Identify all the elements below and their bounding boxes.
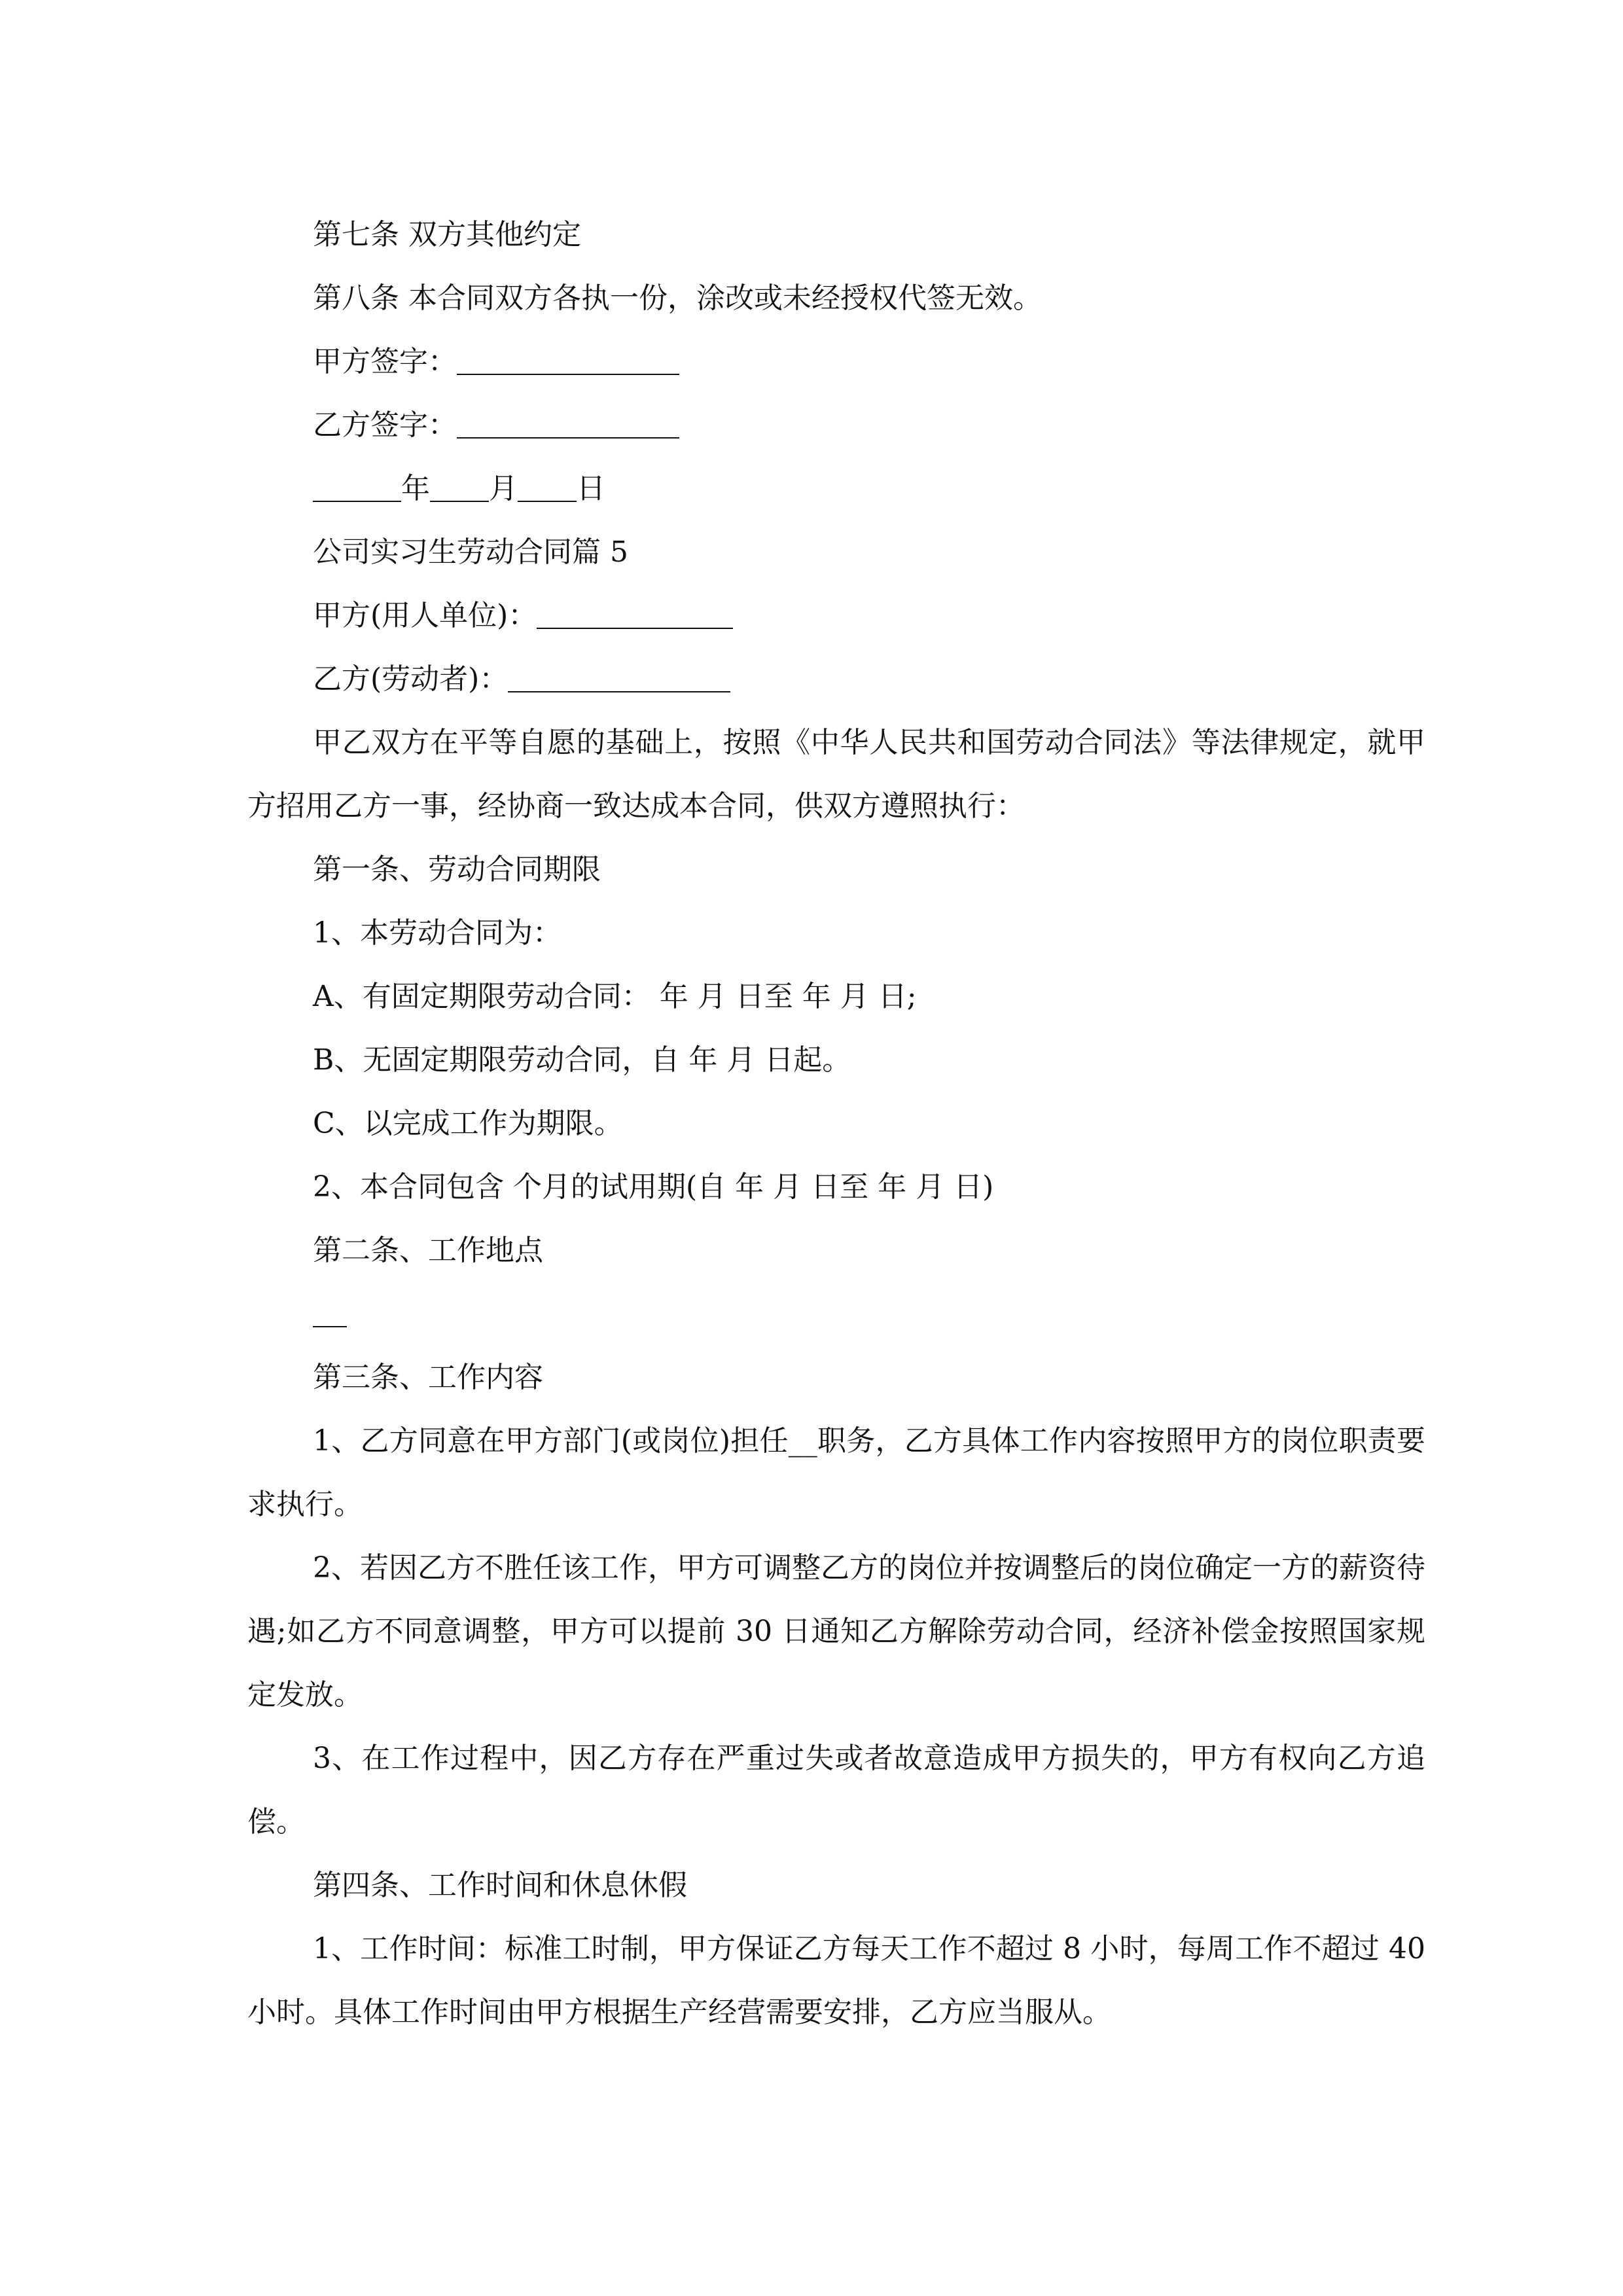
party-b-worker-blank — [508, 662, 730, 692]
date-year-blank — [313, 472, 401, 502]
article-1-option-a: A、有固定期限劳动合同： 年 月 日至 年 月 日; — [313, 980, 917, 1013]
party-a-signature-blank — [457, 345, 679, 375]
article-3-item-1: 1、乙方同意在甲方部门(或岗位)担任__职务，乙方具体工作内容按照甲方的岗位职责要求执行。 — [247, 1424, 1425, 1521]
article-3-item-2: 2、若因乙方不胜任该工作，甲方可调整乙方的岗位并按调整后的岗位确定一方的薪资待遇;如乙方不同意调整，甲方可以提前 30 日通知乙方解除劳动合同，经济补偿金按照国家规定发放。 — [247, 1551, 1425, 1712]
date-month-blank — [430, 472, 489, 502]
party-a-signature-line — [247, 330, 1425, 393]
party-b-signature-blank — [457, 408, 679, 439]
date-day-blank — [518, 472, 577, 502]
work-location-blank — [313, 1297, 347, 1327]
date-month-label: 月 — [489, 472, 518, 505]
party-a-employer-label: 甲方(用人单位)： — [313, 599, 537, 632]
contract-5-title: 公司实习生劳动合同篇 5 — [313, 535, 628, 569]
party-a-signature-label: 甲方签字： — [313, 345, 457, 378]
article-3-heading: 第三条、工作内容 — [313, 1361, 543, 1394]
date-year-label: 年 — [401, 472, 430, 505]
party-a-employer-blank — [537, 599, 733, 629]
date-day-label: 日 — [577, 472, 605, 505]
article-4-heading: 第四条、工作时间和休息休假 — [313, 1869, 687, 1902]
article-7-heading: 第七条 双方其他约定 — [313, 218, 581, 251]
party-b-signature-line — [247, 393, 1425, 457]
document-body — [247, 203, 1425, 2044]
article-8-text: 第八条 本合同双方各执一份，涂改或未经授权代签无效。 — [313, 281, 1042, 315]
article-1-heading: 第一条、劳动合同期限 — [313, 853, 601, 886]
article-2-work-location-blank — [247, 1282, 1425, 1346]
date-line — [247, 457, 1425, 520]
article-1-option-b: B、无固定期限劳动合同，自 年 月 日起。 — [313, 1043, 851, 1077]
article-2-heading: 第二条、工作地点 — [313, 1234, 543, 1267]
article-1-item-2: 2、本合同包含 个月的试用期(自 年 月 日至 年 月 日) — [313, 1170, 994, 1204]
preamble-paragraph: 甲乙双方在平等自愿的基础上，按照《中华人民共和国劳动合同法》等法律规定，就甲方招用乙方一事，经协商一致达成本合同，供双方遵照执行： — [247, 726, 1425, 823]
article-3-item-3: 3、在工作过程中，因乙方存在严重过失或者故意造成甲方损失的，甲方有权向乙方追偿。 — [247, 1742, 1425, 1839]
article-1-item-1: 1、本劳动合同为： — [313, 916, 562, 950]
party-a-employer-line — [247, 584, 1425, 647]
party-b-signature-label: 乙方签字： — [313, 408, 457, 442]
article-4-item-1: 1、工作时间：标准工时制，甲方保证乙方每天工作不超过 8 小时，每周工作不超过 40 小时。具体工作时间由甲方根据生产经营需要安排，乙方应当服从。 — [247, 1932, 1425, 2029]
article-1-option-c: C、以完成工作为期限。 — [313, 1107, 623, 1140]
party-b-worker-line — [247, 647, 1425, 711]
party-b-worker-label: 乙方(劳动者)： — [313, 662, 508, 696]
